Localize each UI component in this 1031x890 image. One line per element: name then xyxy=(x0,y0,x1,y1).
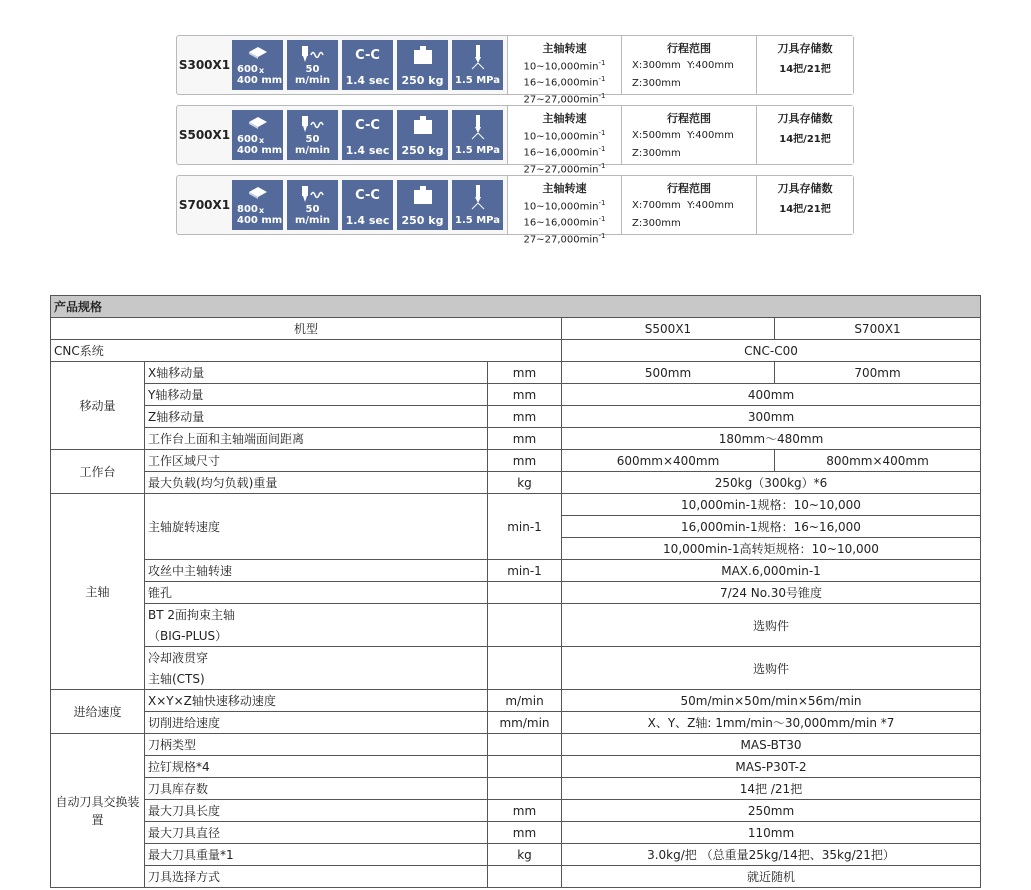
table-row: 攻丝中主轴转速 min-1 MAX.6,000min-1 xyxy=(51,560,981,582)
load-tile: 250 kg xyxy=(397,180,448,230)
rapid-tile: 50 m/min xyxy=(287,40,338,90)
coolant-icon xyxy=(470,115,486,139)
table-row: 刀具库存数 14把 /21把 xyxy=(51,778,981,800)
rapid-tile: 50 m/min xyxy=(287,180,338,230)
coolant-icon xyxy=(470,185,486,209)
table-row: 最大负载(均匀负载)重量 kg 250kg（300kg）*6 xyxy=(51,472,981,494)
table-row: 10,000min-1高转矩规格：10~10,000 xyxy=(51,538,981,560)
table-size-tile: 600 x 400 mm xyxy=(232,110,283,160)
travel-section: 行程范围 X:700mm Y:400mm Z:300mm xyxy=(621,176,756,234)
table-row: 自动刀具交换装置 刀柄类型 MAS-BT30 xyxy=(51,734,981,756)
table-row: Z轴移动量 mm 300mm xyxy=(51,406,981,428)
spindle-wave-icon xyxy=(298,185,328,205)
spec-table xyxy=(50,295,981,888)
table-icon xyxy=(247,45,269,59)
table-row: 16,000min-1规格：16~16,000 xyxy=(51,516,981,538)
model-name: S500X1 xyxy=(178,128,231,142)
table-row: 工作台 工作区域尺寸 mm 600mm×400mm 800mm×400mm xyxy=(51,450,981,472)
table-row: 切削进给速度 mm/min X、Y、Z轴: 1mm/min～30,000mm/min *7 xyxy=(51,712,981,734)
rapid-tile: 50 m/min xyxy=(287,110,338,160)
model-card xyxy=(176,105,854,175)
spindle-speed-section: 主轴转速 $10\sim 10,000\min^{-1}$ $16\sim 16,000\min^{-1}$ $27\sim 27,000\min^{-1}$ xyxy=(507,36,621,94)
table-icon xyxy=(247,185,269,199)
table-row: 主轴 主轴旋转速度 min-1 10,000min-1规格：10~10,000 xyxy=(51,494,981,516)
table-row: 工作台上面和主轴端面间距离 mm 180mm～480mm xyxy=(51,428,981,450)
table-row: Y轴移动量 mm 400mm xyxy=(51,384,981,406)
table-row: 最大刀具重量*1 kg 3.0kg/把 （总重量25kg/14把、35kg/21把） xyxy=(51,844,981,866)
table-size-tile: 600 x 400 mm xyxy=(232,40,283,90)
table-row: 刀具选择方式 就近随机 xyxy=(51,866,981,888)
spindle-speed-section: 主轴转速 $10\sim 10,000\min^{-1}$ $16\sim 16,000\min^{-1}$ $27\sim 27,000\min^{-1}$ xyxy=(507,176,621,234)
model-cards xyxy=(176,35,854,245)
tool-storage-section: 刀具存储数 14把/21把 xyxy=(756,106,853,164)
model-col-1: S500X1 xyxy=(562,318,775,340)
table-row: 锥孔 7/24 No.30号锥度 xyxy=(51,582,981,604)
tool-storage-section: 刀具存储数 14把/21把 xyxy=(756,176,853,234)
table-row: 主轴(CTS) xyxy=(51,668,981,690)
table-icon xyxy=(247,115,269,129)
table-row: 拉钉规格*4 MAS-P30T-2 xyxy=(51,756,981,778)
load-tile: 250 kg xyxy=(397,40,448,90)
table-row: 最大刀具长度 mm 250mm xyxy=(51,800,981,822)
table-row: 冷却液贯穿 选购件 xyxy=(51,647,981,669)
table-size-tile: 800 x 400 mm xyxy=(232,180,283,230)
model-name: S700X1 xyxy=(178,198,231,212)
weight-icon xyxy=(412,45,434,65)
travel-section: 行程范围 X:500mm Y:400mm Z:300mm xyxy=(621,106,756,164)
weight-icon xyxy=(412,185,434,205)
coolant-icon xyxy=(470,45,486,69)
model-col-2: S700X1 xyxy=(775,318,981,340)
model-card xyxy=(176,35,854,105)
model-name: S300X1 xyxy=(178,58,231,72)
table-row: CNC系统 CNC-C00 xyxy=(51,340,981,362)
spec-title: 产品规格 xyxy=(51,296,981,318)
spindle-speed-section: 主轴转速 $10\sim 10,000\min^{-1}$ $16\sim 16,000\min^{-1}$ $27\sim 27,000\min^{-1}$ xyxy=(507,106,621,164)
table-row: 移动量 X轴移动量 mm 500mm 700mm xyxy=(51,362,981,384)
spindle-wave-icon xyxy=(298,45,328,65)
weight-icon xyxy=(412,115,434,135)
travel-section: 行程范围 X:300mm Y:400mm Z:300mm xyxy=(621,36,756,94)
table-row: 机型 S500X1 S700X1 xyxy=(51,318,981,340)
tool-storage-section: 刀具存储数 14把/21把 xyxy=(756,36,853,94)
coolant-tile: 1.5 MPa xyxy=(452,40,503,90)
tool-change-tile: C-C 1.4 sec xyxy=(342,40,393,90)
coolant-tile: 1.5 MPa xyxy=(452,180,503,230)
table-row: 最大刀具直径 mm 110mm xyxy=(51,822,981,844)
table-row: BT 2面拘束主轴 选购件 xyxy=(51,604,981,626)
model-card xyxy=(176,175,854,245)
load-tile: 250 kg xyxy=(397,110,448,160)
tool-change-tile: C-C 1.4 sec xyxy=(342,180,393,230)
spindle-wave-icon xyxy=(298,115,328,135)
table-row: 进给速度 X×Y×Z轴快速移动速度 m/min 50m/min×50m/min×56m/min xyxy=(51,690,981,712)
table-row: （BIG-PLUS） xyxy=(51,625,981,647)
tool-change-tile: C-C 1.4 sec xyxy=(342,110,393,160)
coolant-tile: 1.5 MPa xyxy=(452,110,503,160)
